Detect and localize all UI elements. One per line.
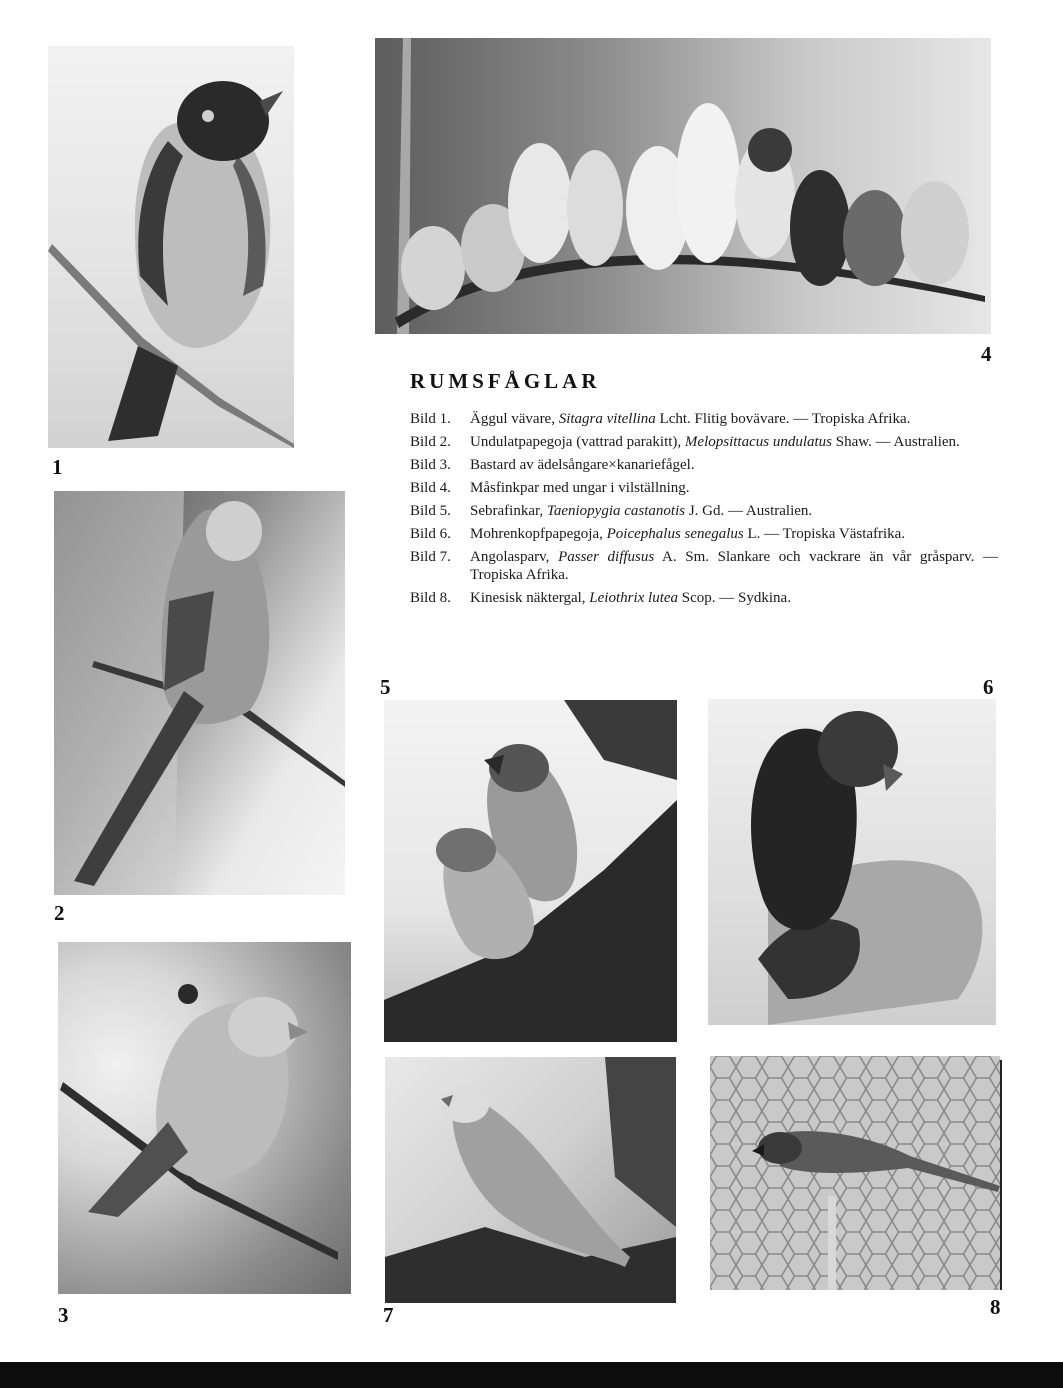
page-title: RUMSFÅGLAR [410,369,601,393]
caption-label: Bild 7. [410,549,451,565]
photo-1-weaver [48,46,294,448]
photo-2-budgerigar [54,491,345,895]
plate-number-5: 5 [380,675,391,699]
caption-5 [410,502,998,520]
caption-text: Bastard av ädelsångare×kanariefågel. [470,457,695,473]
species-name: Leiothrix lutea [589,590,679,606]
species-name: Melopsittacus undulatus [684,434,832,450]
photo-3-hybrid [58,942,351,1294]
plate-number-1: 1 [52,455,63,479]
plate-number-3: 3 [58,1303,69,1327]
caption-7 [410,548,998,584]
caption-text: Mohrenkopfpapegoja, Poicephalus senegalus L. — Tropiska Västafrika. [470,526,906,542]
caption-label: Bild 1. [410,411,451,427]
caption-6 [410,525,998,543]
plate-number-8: 8 [990,1295,1001,1319]
caption-text: Kinesisk näktergal, Leiothrix lutea Scop. — Sydkina. [470,590,791,606]
plate-number-6: 6 [983,675,994,699]
photo-7-angola-sparrow [385,1057,676,1303]
caption-label: Bild 6. [410,526,451,542]
plate-number-7: 7 [383,1303,394,1327]
caption-label: Bild 3. [410,457,451,473]
caption-8 [410,589,998,607]
caption-label: Bild 8. [410,590,451,606]
caption-label: Bild 4. [410,480,451,496]
photo-8-pekin-robin [710,1056,1000,1290]
species-name: Poicephalus senegalus [606,526,744,542]
caption-text: Sebrafinkar, Taeniopygia castanotis J. Gd. — Australien. [470,503,813,519]
species-name: Passer diffusus [558,549,655,565]
photo-5-zebra-finches [384,700,677,1042]
caption-1 [410,410,998,428]
caption-3 [410,456,998,474]
scan-edge-line [1000,1060,1002,1290]
plate-number-4: 4 [981,342,992,366]
caption-4 [410,479,998,497]
caption-label: Bild 5. [410,503,451,519]
caption-list [410,410,998,612]
photo-4-gull-finches [375,38,991,334]
caption-2 [410,433,998,451]
species-name: Sitagra vitellina [558,411,656,427]
scan-bottom-bar [0,1362,1063,1388]
caption-text: Måsfinkpar med ungar i vilställning. [470,480,690,496]
caption-text: Undulatpapegoja (vattrad parakitt), Melopsittacus undulatus Shaw. — Australien. [470,434,960,450]
caption-text: Äggul vävare, Sitagra vitellina Lcht. Flitig bovävare. — Tropiska Afrika. [470,411,911,427]
species-name: Taeniopygia castanotis [546,503,686,519]
photo-6-senegal-parrot [708,699,996,1025]
caption-label: Bild 2. [410,434,451,450]
plate-number-2: 2 [54,901,65,925]
caption-text: Angolasparv, Passer diffusus A. Sm. Slankare och vackrare än vår gråsparv. — Tropiska Afrika. [470,549,998,583]
